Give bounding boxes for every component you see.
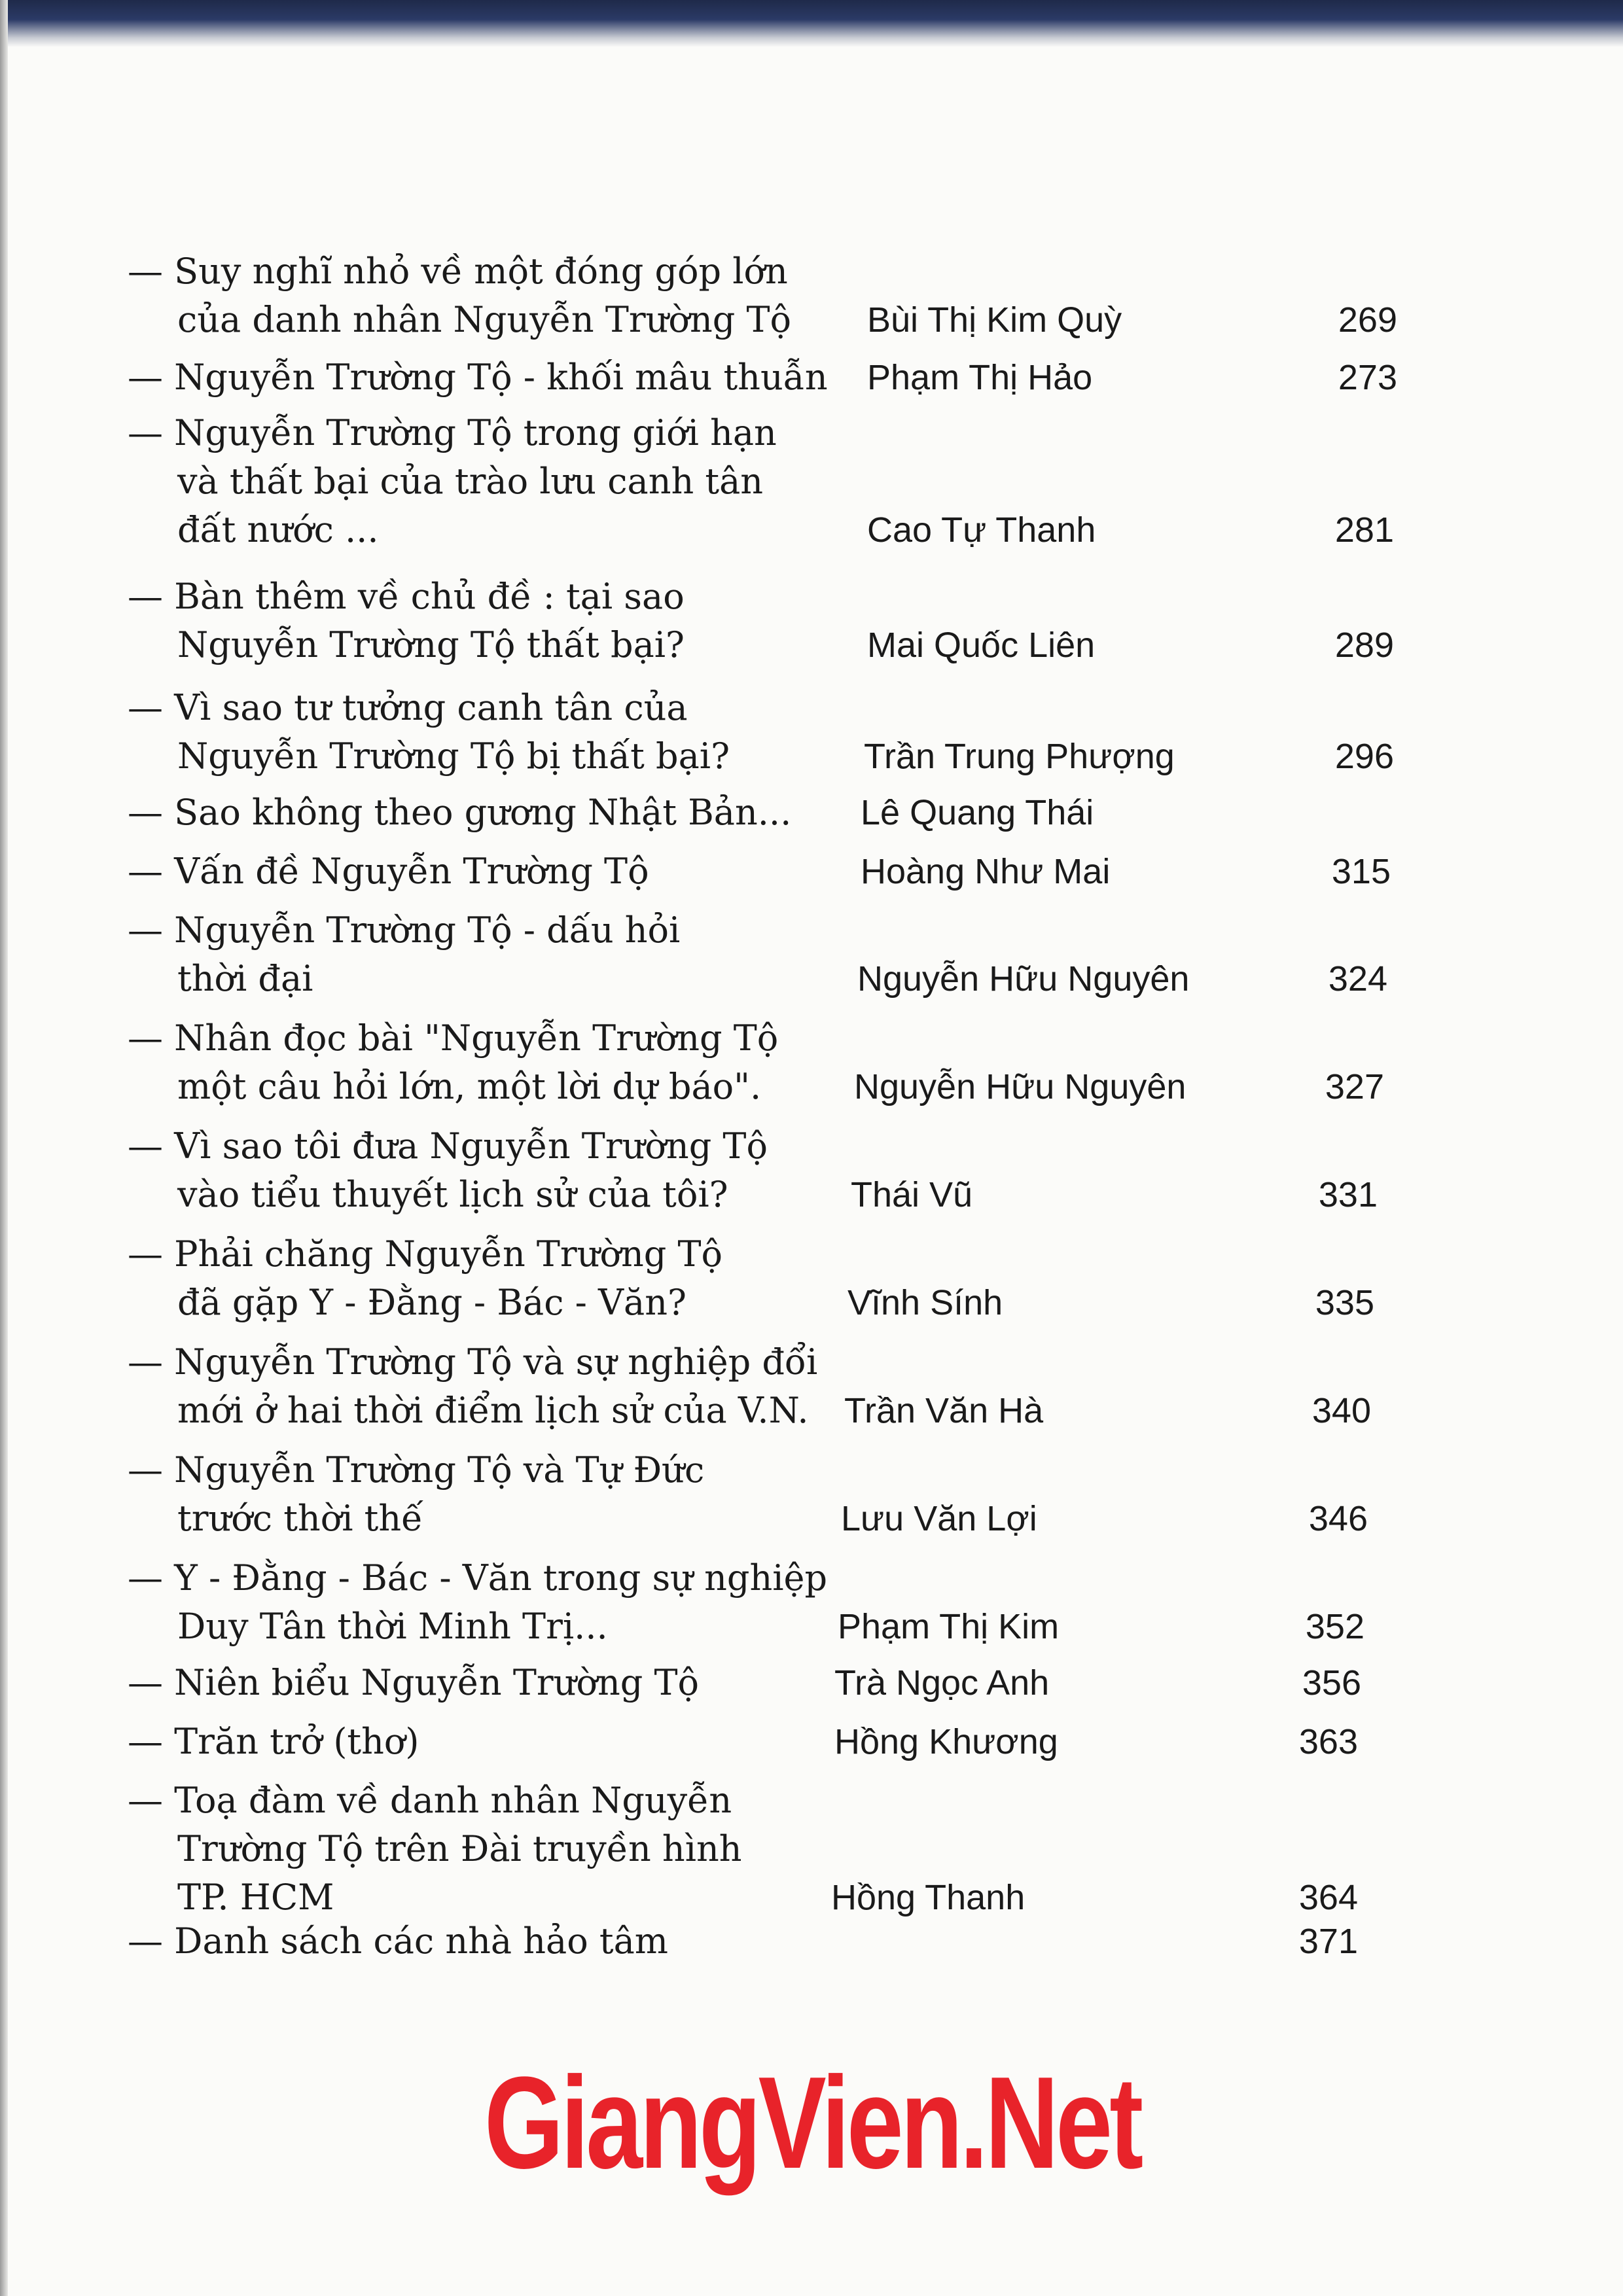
entry-page-number: 331 bbox=[1318, 1175, 1378, 1214]
entry-title-line: — Sao không theo gương Nhật Bản... bbox=[128, 792, 792, 833]
entry-title-line: Duy Tân thời Minh Trị... bbox=[177, 1606, 608, 1647]
entry-title-line: — Vì sao tư tưởng canh tân của bbox=[128, 687, 688, 728]
entry-author: Trần Văn Hà bbox=[844, 1391, 1044, 1430]
entry-author: Lưu Văn Lợi bbox=[841, 1499, 1037, 1538]
entry-page-number: 269 bbox=[1338, 300, 1397, 340]
entry-page-number: 289 bbox=[1334, 626, 1394, 665]
entry-title bbox=[128, 684, 847, 781]
entry-page-number: 346 bbox=[1308, 1499, 1368, 1538]
entry-author: Mai Quốc Liên bbox=[867, 626, 1096, 665]
entry-title-line: Nguyễn Trường Tộ bị thất bại? bbox=[177, 735, 730, 777]
entry-title bbox=[128, 906, 847, 1003]
entry-title-line: thời đại bbox=[177, 958, 313, 999]
entry-author: Trà Ngọc Anh bbox=[834, 1663, 1050, 1703]
entry-author: Phạm Thị Hảo bbox=[867, 358, 1093, 397]
entry-title-line: của danh nhân Nguyễn Trường Tộ bbox=[177, 299, 791, 340]
entry-title-line: — Y - Đằng - Bác - Văn trong sự nghiệp bbox=[128, 1557, 828, 1598]
entry-title-line: Nguyễn Trường Tộ thất bại? bbox=[177, 624, 685, 665]
entry-title bbox=[128, 1446, 847, 1543]
entry-title-line: — Niên biểu Nguyễn Trường Tộ bbox=[128, 1662, 700, 1703]
entry-title-line: vào tiểu thuyết lịch sử của tôi? bbox=[177, 1174, 728, 1215]
entry-page-number: 335 bbox=[1315, 1283, 1374, 1322]
entry-page-number: 340 bbox=[1311, 1391, 1371, 1430]
entry-page-number: 364 bbox=[1298, 1878, 1358, 1917]
entry-title bbox=[128, 409, 847, 554]
entry-title bbox=[128, 1122, 847, 1219]
entry-title-line: — Bàn thêm về chủ đề : tại sao bbox=[128, 576, 685, 617]
entry-author: Hoàng Như Mai bbox=[861, 852, 1111, 891]
entry-title bbox=[128, 247, 847, 344]
entry-author: Vĩnh Sính bbox=[847, 1283, 1003, 1322]
entry-page-number: 363 bbox=[1298, 1722, 1358, 1761]
entry-page-number: 281 bbox=[1334, 510, 1394, 550]
entry-title bbox=[128, 1014, 847, 1111]
entry-title bbox=[128, 573, 847, 669]
entry-title-line: — Danh sách các nhà hảo tâm bbox=[128, 1920, 668, 1962]
entry-page-number: 315 bbox=[1331, 852, 1391, 891]
entry-title-line: một câu hỏi lớn, một lời dự báo". bbox=[177, 1066, 762, 1107]
entry-page-number: 327 bbox=[1325, 1067, 1384, 1106]
entry-author: Lê Quang Thái bbox=[861, 793, 1094, 832]
entry-page-number: 273 bbox=[1338, 358, 1397, 397]
watermark-logo: GiangVien.Net bbox=[484, 2050, 1141, 2196]
entry-title-line: trước thời thế bbox=[177, 1498, 423, 1539]
entry-title-line: — Nhân đọc bài "Nguyễn Trường Tộ bbox=[128, 1017, 779, 1059]
entry-page-number: 296 bbox=[1334, 737, 1394, 776]
entry-page-number: 371 bbox=[1298, 1922, 1358, 1961]
entry-title-line: — Toạ đàm về danh nhân Nguyễn bbox=[128, 1780, 732, 1821]
entry-page-number: 324 bbox=[1328, 959, 1387, 998]
entry-author: Bùi Thị Kim Quỳ bbox=[867, 300, 1122, 340]
entry-title bbox=[128, 1917, 847, 1966]
entry-title-line: — Trăn trở (thơ) bbox=[128, 1721, 419, 1762]
entry-author: Trần Trung Phượng bbox=[864, 737, 1175, 776]
entry-page-number: 356 bbox=[1302, 1663, 1361, 1703]
entry-title bbox=[128, 788, 847, 837]
entry-author: Thái Vũ bbox=[851, 1175, 973, 1214]
entry-author: Phạm Thị Kim bbox=[838, 1607, 1060, 1646]
entry-title-line: đất nước ... bbox=[177, 509, 379, 550]
entry-author: Cao Tự Thanh bbox=[867, 510, 1096, 550]
entry-title bbox=[128, 847, 847, 896]
entry-title-line: đã gặp Y - Đằng - Bác - Văn? bbox=[177, 1282, 687, 1323]
entry-title-line: — Nguyễn Trường Tộ trong giới hạn bbox=[128, 412, 777, 453]
entry-title bbox=[128, 1659, 847, 1707]
entry-author: Hồng Thanh bbox=[831, 1878, 1026, 1917]
entry-title bbox=[128, 1554, 847, 1651]
entry-title-line: Trường Tộ trên Đài truyền hình bbox=[177, 1828, 742, 1869]
entry-title-line: TP. HCM bbox=[177, 1877, 334, 1918]
entry-title-line: — Nguyễn Trường Tộ và Tự Đức bbox=[128, 1449, 705, 1491]
entry-author: Nguyễn Hữu Nguyên bbox=[857, 959, 1190, 998]
entry-page-number: 352 bbox=[1305, 1607, 1364, 1646]
entry-title bbox=[128, 353, 847, 402]
entry-title-line: — Phải chăng Nguyễn Trường Tộ bbox=[128, 1233, 723, 1275]
entry-title bbox=[128, 1230, 847, 1327]
entry-title-line: — Vấn đề Nguyễn Trường Tộ bbox=[128, 851, 649, 892]
entry-title bbox=[128, 1718, 847, 1766]
entry-title-line: và thất bại của trào lưu canh tân bbox=[177, 461, 764, 502]
entry-title-line: — Nguyễn Trường Tộ - dấu hỏi bbox=[128, 910, 681, 951]
entry-title bbox=[128, 1338, 847, 1435]
entry-title-line: — Vì sao tôi đưa Nguyễn Trường Tộ bbox=[128, 1125, 768, 1167]
entry-author: Nguyễn Hữu Nguyên bbox=[854, 1067, 1186, 1106]
entry-title-line: mới ở hai thời điểm lịch sử của V.N. bbox=[177, 1390, 809, 1431]
entry-author: Hồng Khương bbox=[834, 1722, 1058, 1761]
entry-title-line: — Nguyễn Trường Tộ và sự nghiệp đổi bbox=[128, 1341, 818, 1383]
entry-title bbox=[128, 1776, 847, 1922]
entry-title-line: — Suy nghĩ nhỏ về một đóng góp lớn bbox=[128, 251, 788, 292]
entry-title-line: — Nguyễn Trường Tộ - khối mâu thuẫn bbox=[128, 357, 828, 398]
